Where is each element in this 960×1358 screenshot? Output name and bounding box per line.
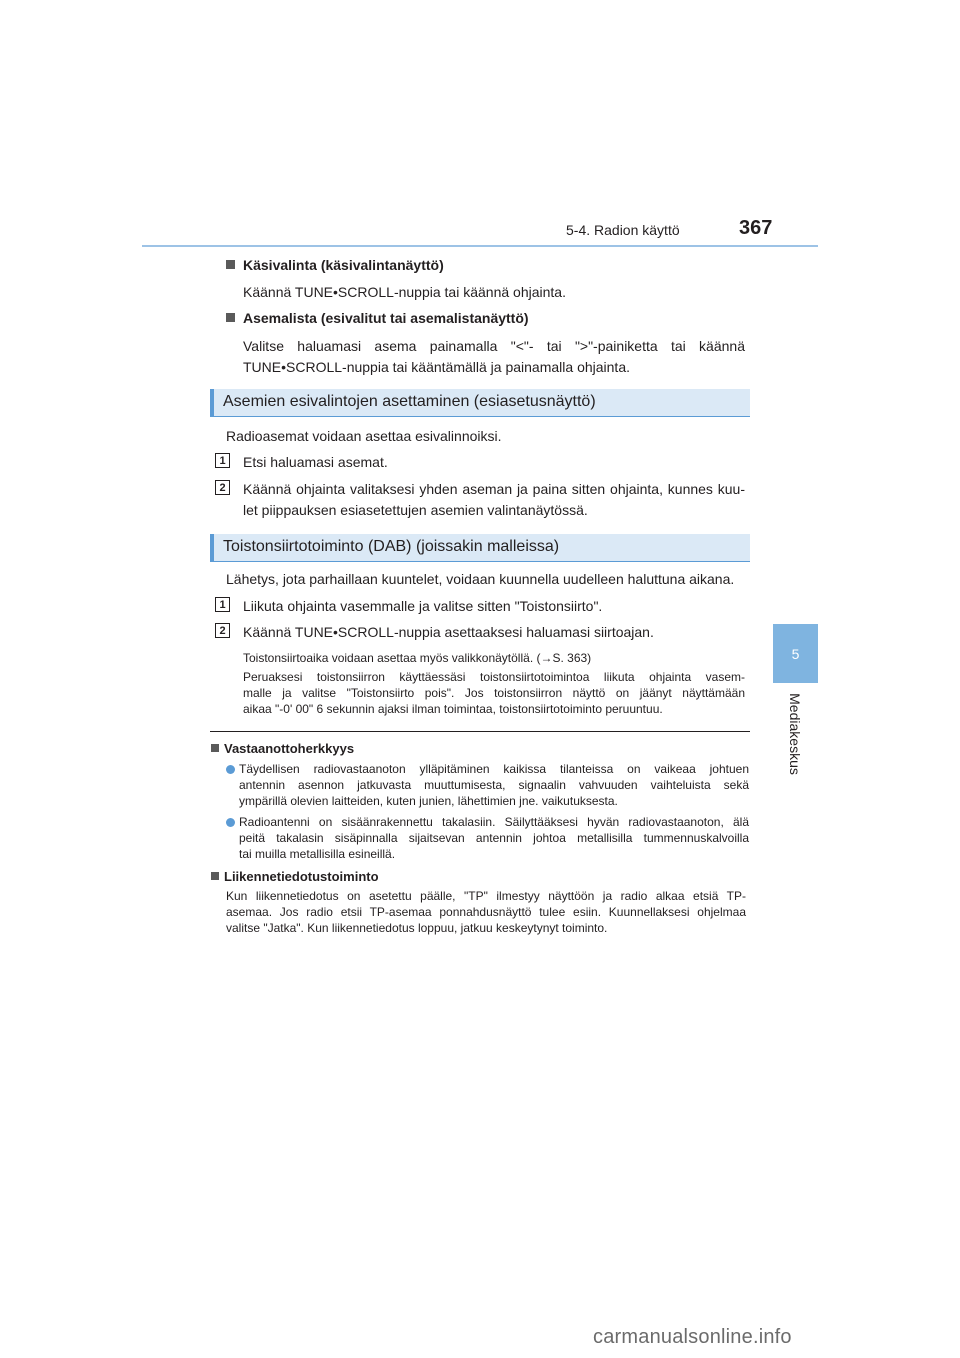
- chapter-tab: [773, 624, 818, 683]
- reception-item-2-line2: peitä takalasin sisäpinnalla sijaitsevan antennin johtoa metallisilla tummennuskalvoilla: [239, 831, 749, 845]
- traffic-text-line2: asemaa. Jos radio etsii TP-asemaa ponnahdusnäyttö tulee esiin. Kuunnellaksesi ohjelmaa: [226, 905, 746, 919]
- timeshift-note-1: Toistonsiirtoaika voidaan asettaa myös valikkonäytöllä. (→S. 363): [243, 651, 592, 665]
- reception-item-1-line1: Täydellisen radiovastaanoton ylläpitäminen kaikissa tilanteissa on vaikeaa johtuen: [239, 762, 749, 776]
- section-bar-presets: [210, 389, 750, 416]
- step-number: 1: [215, 453, 230, 468]
- section-title-presets: Asemien esivalintojen asettaminen (esiasetusnäyttö): [223, 393, 596, 410]
- chapter-number: 5: [791, 645, 800, 662]
- timeshift-intro: Lähetys, jota parhaillaan kuuntelet, voidaan kuunnella uudelleen haluttuna aikana.: [226, 571, 735, 587]
- section-bar-timeshift: [210, 534, 750, 561]
- chapter-title: Mediakeskus: [787, 693, 803, 775]
- round-bullet-icon: [226, 765, 235, 774]
- manual-tuning-heading: Käsivalinta (käsivalintanäyttö): [226, 257, 444, 273]
- step-number: 2: [215, 623, 230, 638]
- timeshift-note-2-line2: malle ja valitse "Toistonsiirto pois". Jos toistonsiirron näyttö on jäänyt näyttämään: [243, 686, 745, 700]
- station-list-text-line2: TUNE•SCROLL-nuppia tai kääntämällä ja painamalla ohjainta.: [243, 359, 630, 375]
- timeshift-step-1: Liikuta ohjainta vasemmalle ja valitse sitten "Toistonsiirto".: [243, 598, 603, 614]
- section-title-timeshift: Toistonsiirtotoiminto (DAB) (joissakin malleissa): [223, 538, 560, 555]
- reception-item-2-line1: Radioantenni on sisäänrakennettu takalasiin. Säilyttääksesi hyvän radiovastaanoton, älä: [239, 815, 749, 829]
- header-rule: [142, 245, 818, 247]
- square-bullet-icon: [226, 260, 235, 269]
- presets-intro: Radioasemat voidaan asettaa esivalinnoiksi.: [226, 428, 502, 444]
- timeshift-note-2-line1: Peruaksesi toistonsiirron käyttäessäsi toistonsiirtotoimintoa liikuta ohjainta vasem-: [243, 670, 745, 684]
- station-list-text-line1: Valitse haluamasi asema painamalla "<"- tai ">"-painiketta tai käännä: [243, 338, 745, 354]
- round-bullet-icon: [226, 818, 235, 827]
- square-bullet-icon: [211, 744, 219, 752]
- step-number: 1: [215, 597, 230, 612]
- square-bullet-icon: [226, 313, 235, 322]
- station-list-heading: Asemalista (esivalitut tai asemalistanäyttö): [226, 310, 529, 326]
- reception-item-1-line2: antennin asennon jatkuvasta muuttumisesta, signaalin vahvuuden vaihteluista sekä: [239, 778, 749, 792]
- presets-step-2-line1: Käännä ohjainta valitaksesi yhden aseman ja paina sitten ohjainta, kunnes kuu-: [243, 481, 745, 497]
- manual-tuning-text: Käännä TUNE•SCROLL-nuppia tai käännä ohjainta.: [243, 284, 566, 300]
- running-header-section: 5-4. Radion käyttö: [566, 222, 680, 238]
- traffic-text-line1: Kun liikennetiedotus on asetettu päälle, "TP" ilmestyy näyttöön ja radio alkaa etsiä TP-: [226, 889, 746, 903]
- reception-item-2-line3: tai muilla metallisilla esineillä.: [239, 847, 396, 861]
- traffic-text-line3: valitse "Jatka". Kun liikennetiedotus loppuu, jatkuu keskeytynyt toiminto.: [226, 921, 608, 935]
- traffic-heading: Liikennetiedotustoiminto: [211, 869, 379, 884]
- chapter-title-vertical: [771, 692, 819, 776]
- presets-step-1: Etsi haluamasi asemat.: [243, 454, 388, 470]
- presets-step-2-line2: let piippauksen esiasetettujen asemien valintanäytössä.: [243, 502, 588, 518]
- watermark: carmanualsonline.info: [593, 1326, 792, 1348]
- timeshift-note-2-line3: aikaa "-0' 00" 6 sekunnin ajaksi ilman toimintaa, toistonsiirtotoiminto peruuntuu.: [243, 702, 663, 716]
- timeshift-step-2: Käännä TUNE•SCROLL-nuppia asettaaksesi haluamasi siirtoajan.: [243, 624, 654, 640]
- reception-item-1-line3: ympärillä olevien laitteiden, kuten junien, lähettimien jne. vaikutuksesta.: [239, 794, 618, 808]
- square-bullet-icon: [211, 872, 219, 880]
- reception-heading: Vastaanottoherkkyys: [211, 741, 354, 756]
- step-number: 2: [215, 480, 230, 495]
- notes-divider: [210, 731, 750, 732]
- page-number: 367: [739, 217, 773, 239]
